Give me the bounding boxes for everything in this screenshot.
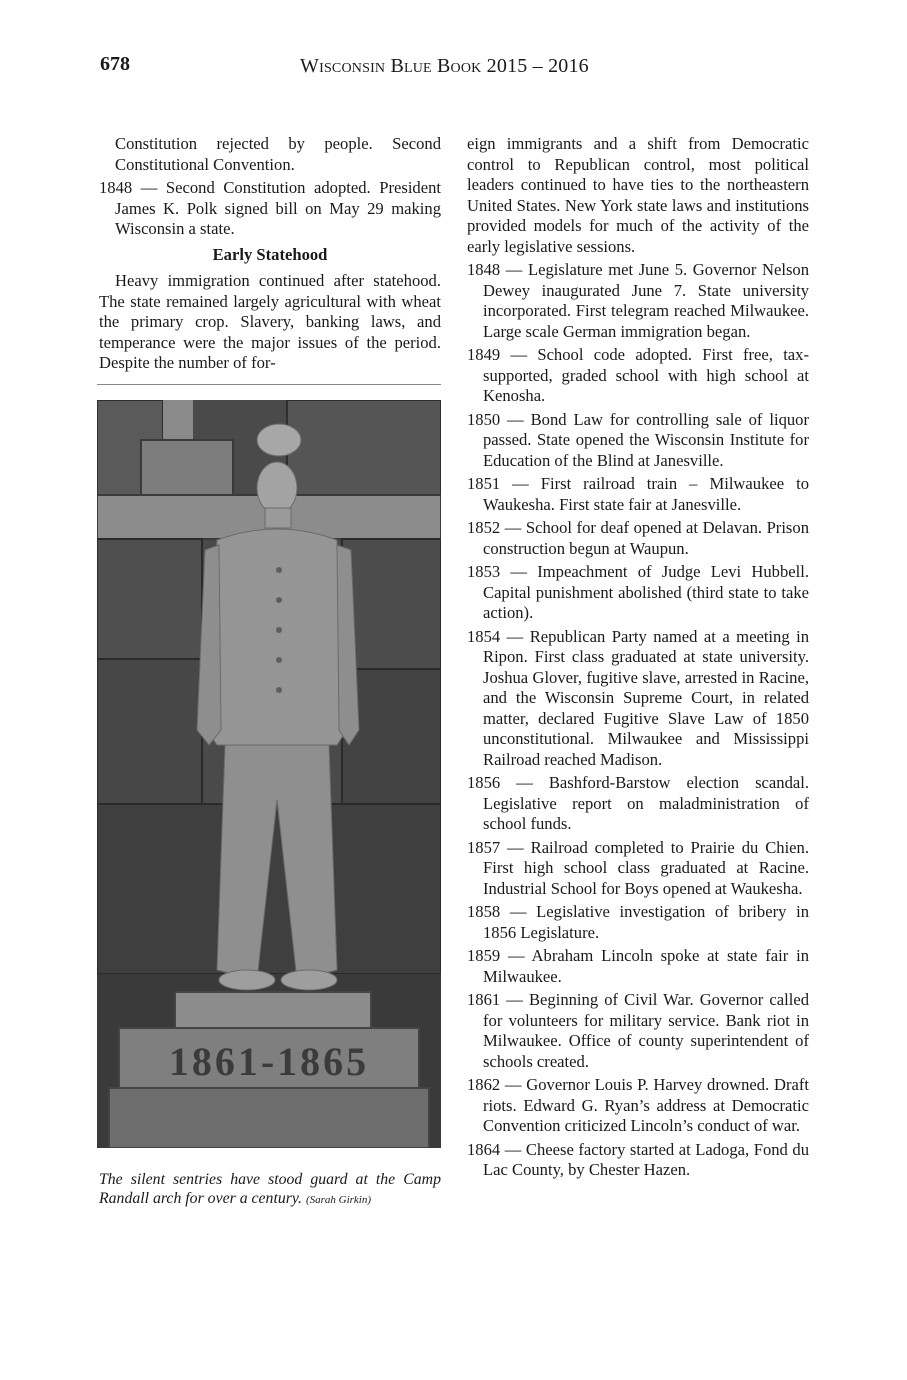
running-head-title: Wisconsin Blue Book — [300, 55, 482, 77]
caption-text: The silent sentries have stood guard at the Camp Randall arch for over a century. — [99, 1171, 441, 1207]
chronology-entry: 1861 — Beginning of Civil War. Governor called for volunteers for military service. Bank riot in Milwaukee. Office of county superintendent of schools created. — [467, 990, 809, 1071]
plinth-inscription: 1861-1865 — [168, 1039, 370, 1084]
chronology-entry: 1849 — School code adopted. First free, tax-supported, graded school with high school at Kenosha. — [467, 345, 809, 405]
chronology-entry: 1848 — Legislature met June 5. Governor Nelson Dewey inaugurated June 7. State university incorporated. First telegram reached Milwaukee. Large scale German immigration began. — [467, 260, 809, 341]
chronology-entry: 1864 — Cheese factory started at Ladoga, Fond du Lac County, by Chester Hazen. — [467, 1139, 809, 1179]
chronology-entry: 1848 — Second Constitution adopted. President James K. Polk signed bill on May 29 making Wisconsin a state. — [99, 178, 441, 238]
photo-credit: (Sarah Girkin) — [305, 1193, 372, 1206]
running-head — [300, 55, 589, 78]
right-column — [467, 134, 809, 1184]
chronology-entry: 1858 — Legislative investigation of bribery in 1856 Legislature. — [467, 902, 809, 942]
left-column — [99, 134, 441, 377]
chronology-entry: 1850 — Bond Law for controlling sale of liquor passed. State opened the Wisconsin Institute for Education of the Blind at Janesville. — [467, 409, 809, 470]
section-heading: Early Statehood — [212, 244, 328, 264]
chronology-entry: 1851 — First railroad train – Milwaukee to Waukesha. First state fair at Janesville. — [467, 474, 809, 514]
chronology-entry: 1857 — Railroad completed to Prairie du Chien. First high school class graduated at Racine. Industrial School for Boys opened at Waukesha. — [467, 837, 809, 898]
chronology-entry: 1862 — Governor Louis P. Harvey drowned. Draft riots. Edward G. Ryan’s address at Democratic Convention criticized Lincoln’s conduct of war. — [467, 1075, 809, 1135]
statue-photo — [97, 400, 441, 1148]
photo-caption — [99, 1171, 441, 1209]
page-number: 678 — [100, 53, 130, 75]
chronology-entry: 1853 — Impeachment of Judge Levi Hubbell. Capital punishment abolished (third state to take action). — [467, 562, 809, 622]
continued-text: eign immigrants and a shift from Democratic control to Republican control, most political leaders continued to have ties to the northeastern United States. New York state laws and institutions provided models for much of the activity of the early legislative sessions. — [467, 134, 809, 256]
chronology-entry: 1859 — Abraham Lincoln spoke at state fair in Milwaukee. — [467, 946, 809, 986]
continued-text: Constitution rejected by people. Second Constitutional Convention. — [115, 134, 441, 174]
photo-rule — [97, 384, 441, 385]
body-paragraph: Heavy immigration continued after statehood. The state remained largely agricultural with wheat the primary crop. Slavery, banking laws, and temperance were the major issues of the period. Despite the number of for- — [99, 271, 441, 372]
chronology-entry: 1856 — Bashford-Barstow election scandal. Legislative report on maladministration of school funds. — [467, 773, 809, 833]
chronology-entry: 1854 — Republican Party named at a meeting in Ripon. First class graduated at state university. Joshua Glover, fugitive slave, arrested in Racine, and the Wisconsin Supreme Court, in related matter, declared Fugitive Slave Law of 1850 unconstitutional. Milwaukee and Mississippi Railroad reached Madison. — [467, 626, 809, 769]
running-head-years: 2015 – 2016 — [486, 55, 589, 77]
chronology-entry: 1852 — School for deaf opened at Delavan. Prison construction begun at Waupun. — [467, 518, 809, 558]
